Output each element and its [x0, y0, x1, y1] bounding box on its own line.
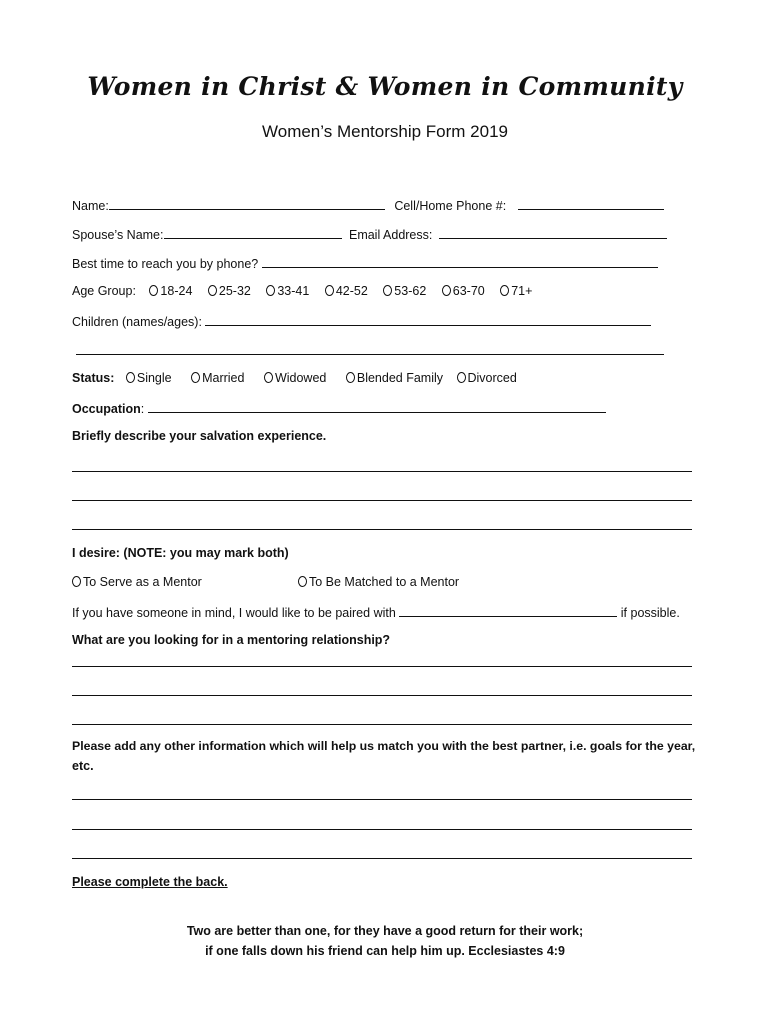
radio-icon [264, 372, 273, 383]
status-label: Status: [72, 371, 115, 385]
radio-icon [346, 372, 355, 383]
children-label: Children (names/ages): [72, 315, 202, 329]
age-option-71-plus[interactable]: 71+ [500, 284, 532, 298]
best-time-label: Best time to reach you by phone? [72, 257, 259, 271]
children-row [72, 313, 651, 329]
children-field[interactable] [205, 313, 651, 326]
radio-icon [191, 372, 200, 383]
radio-icon [149, 285, 158, 296]
desire-option-matched-mentor[interactable]: To Be Matched to a Mentor [298, 575, 459, 589]
status-option-divorced[interactable]: Divorced [457, 371, 517, 385]
form-title: Women in Christ & Women in Community [87, 72, 683, 101]
status-option-married[interactable]: Married [191, 371, 244, 385]
age-option-63-70[interactable]: 63-70 [442, 284, 485, 298]
phone-label: Cell/Home Phone #: [394, 199, 507, 213]
occupation-row [72, 400, 606, 416]
age-option-53-62[interactable]: 53-62 [383, 284, 426, 298]
looking-label: What are you looking for in a mentoring relationship? [72, 633, 391, 647]
radio-icon [266, 285, 275, 296]
paired-prefix: If you have someone in mind, I would like to be paired with [72, 606, 396, 620]
radio-icon [383, 285, 392, 296]
salvation-line-1[interactable] [72, 471, 692, 472]
looking-line-3[interactable] [72, 724, 692, 725]
occupation-colon: : [140, 402, 145, 416]
closing-verse-line-2: if one falls down his friend can help him up. Ecclesiastes 4:9 [205, 944, 565, 958]
email-label: Email Address: [348, 228, 433, 242]
radio-icon [457, 372, 466, 383]
desire-option-serve-mentor[interactable]: To Serve as a Mentor [72, 575, 298, 589]
age-group-row [72, 284, 544, 298]
looking-line-1[interactable] [72, 666, 692, 667]
desire-row [72, 575, 471, 589]
radio-icon [500, 285, 509, 296]
other-info-field-line-3[interactable] [72, 858, 692, 859]
name-field[interactable] [109, 197, 385, 210]
paired-suffix: if possible. [620, 606, 680, 620]
age-option-18-24[interactable]: 18-24 [149, 284, 192, 298]
spouse-label: Spouse’s Name: [72, 228, 164, 242]
spouse-field[interactable] [164, 226, 342, 239]
other-info-field-line-1[interactable] [72, 799, 692, 800]
radio-icon [325, 285, 334, 296]
status-option-blended-family[interactable]: Blended Family [346, 371, 443, 385]
age-option-25-32[interactable]: 25-32 [208, 284, 251, 298]
occupation-label: Occupation [72, 402, 141, 416]
complete-back-note: Please complete the back. [72, 875, 228, 889]
status-option-single[interactable]: Single [126, 371, 172, 385]
salvation-label: Briefly describe your salvation experience. [72, 429, 327, 443]
salvation-line-3[interactable] [72, 529, 692, 530]
paired-row [72, 604, 680, 620]
closing-verse-line-1: Two are better than one, for they have a good return for their work; [186, 924, 584, 938]
paired-field[interactable] [399, 604, 617, 617]
best-time-row [72, 255, 658, 271]
name-row [72, 197, 664, 213]
status-option-widowed[interactable]: Widowed [264, 371, 326, 385]
age-option-33-41[interactable]: 33-41 [266, 284, 309, 298]
form-subtitle: Women’s Mentorship Form 2019 [262, 122, 508, 141]
other-info-field-line-2[interactable] [72, 829, 692, 830]
name-label: Name: [72, 199, 109, 213]
looking-line-2[interactable] [72, 695, 692, 696]
email-field[interactable] [439, 226, 667, 239]
other-info-line-1: Please add any other information which will help us match you with the best partner, i.e. goals for the year, [72, 739, 696, 753]
radio-icon [298, 576, 307, 587]
children-field-line-2[interactable] [76, 354, 664, 355]
phone-field[interactable] [518, 197, 664, 210]
radio-icon [442, 285, 451, 296]
radio-icon [126, 372, 135, 383]
salvation-line-2[interactable] [72, 500, 692, 501]
desire-label: I desire: (NOTE: you may mark both) [72, 546, 289, 560]
occupation-field[interactable] [148, 400, 606, 413]
spouse-row [72, 226, 667, 242]
radio-icon [72, 576, 81, 587]
best-time-field[interactable] [262, 255, 658, 268]
radio-icon [208, 285, 217, 296]
other-info-line-2: etc. [72, 759, 94, 773]
age-option-42-52[interactable]: 42-52 [325, 284, 368, 298]
status-row [72, 371, 529, 385]
age-group-label: Age Group: [72, 284, 136, 298]
